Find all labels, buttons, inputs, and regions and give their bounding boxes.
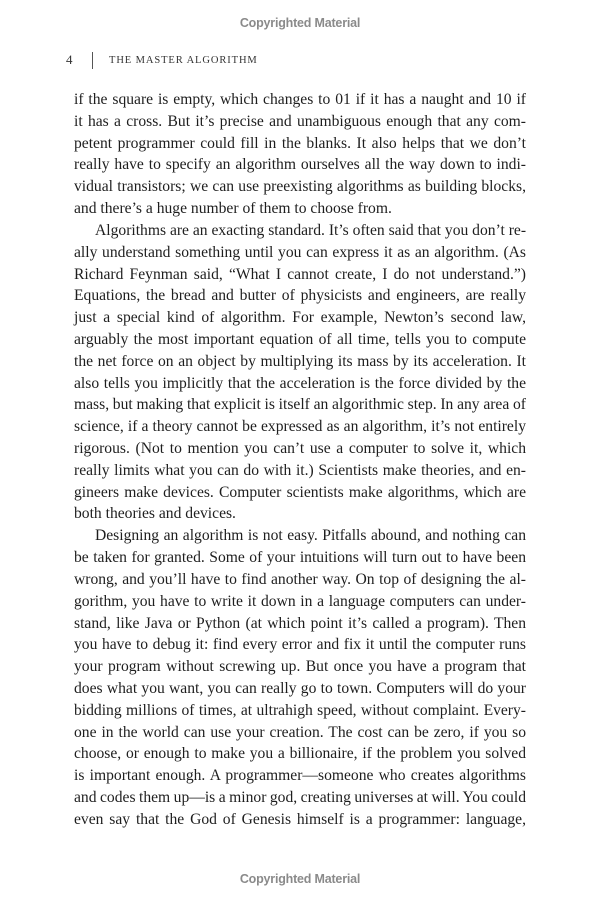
text-line: Richard Feynman said, “What I cannot create, I do not understand.”) — [74, 265, 526, 283]
book-title: THE MASTER ALGORITHM — [109, 54, 258, 66]
text-line: ally understand something until you can express it as an algorithm. (As — [74, 243, 526, 261]
text-line: is important enough. A programmer—someone who creates algorithms — [74, 767, 526, 785]
text-line: rigorous. (Not to mention you can’t use a computer to solve it, which — [74, 440, 526, 457]
text-line: one in the world can use your creation. The cost can be zero, if you so — [74, 723, 526, 741]
copyright-watermark-top: Copyrighted Material — [239, 16, 361, 30]
body-text — [74, 89, 526, 831]
paragraph — [74, 220, 526, 525]
text-line: be taken for granted. Some of your intuitions will turn out to have been — [74, 549, 526, 567]
text-line: also tells you implicitly that the acceleration is the force divided by the — [74, 374, 526, 392]
text-line: gineers make devices. Computer scientists make algorithms, which are — [74, 483, 526, 501]
paragraph — [74, 525, 526, 830]
text-line: science, if a theory cannot be expressed as an algorithm, it’s not entirely — [74, 418, 526, 436]
text-line: and codes them up—is a minor god, creating universes at will. You could — [74, 789, 526, 806]
text-line: gorithm, you have to write it down in a language computers can under- — [74, 592, 526, 610]
text-line: it has a cross. But it’s precise and unambiguous enough that any com- — [74, 112, 526, 130]
text-line: your program without screwing up. But once you have a program that — [74, 658, 526, 676]
text-line: wrong, and you’ll have to find another way. On top of designing the al- — [74, 570, 526, 588]
text-line: Algorithms are an exacting standard. It’s often said that you don’t re- — [95, 221, 527, 239]
header-divider — [92, 52, 93, 69]
text-line: you have to debug it: find every error and fix it until the computer runs — [74, 636, 526, 654]
text-line: arguably the most important equation of all time, tells you to compute — [74, 330, 526, 348]
running-head — [66, 51, 258, 69]
text-line: mass, but making that explicit is itself an algorithmic step. In any area of — [74, 396, 526, 414]
text-line: and there’s a huge number of them to choose from. — [74, 200, 392, 218]
text-line: the net force on an object by multiplying its mass by its acceleration. It — [74, 352, 526, 370]
text-line: just a special kind of algorithm. For example, Newton’s second law, — [74, 309, 526, 327]
text-line: petent programmer could fill in the blanks. It also helps that we don’t — [74, 134, 526, 152]
text-line: does what you want, you can really go to town. Computers will do your — [74, 679, 526, 697]
text-line: if the square is empty, which changes to 01 if it has a naught and 10 if — [74, 91, 526, 108]
text-line: even say that the God of Genesis himself is a programmer: language, — [74, 810, 526, 828]
text-line: bidding millions of times, at ultrahigh speed, without complaint. Every- — [74, 701, 526, 719]
text-line: choose, or enough to make you a billionaire, if the problem you solved — [74, 745, 526, 763]
text-line: really limits what you can do with it.) Scientists make theories, and en- — [74, 461, 526, 479]
text-line: vidual transistors; we can use preexisting algorithms as building blocks, — [74, 178, 526, 196]
text-line: both theories and devices. — [74, 505, 236, 523]
text-line: Equations, the bread and butter of physicists and engineers, are really — [74, 287, 526, 305]
text-line: stand, like Java or Python (at which point it’s called a program). Then — [74, 614, 526, 632]
text-line: really have to specify an algorithm ourselves all the way down to indi- — [74, 156, 526, 174]
paragraph — [74, 89, 526, 220]
text-line: Designing an algorithm is not easy. Pitfalls abound, and nothing can — [95, 527, 526, 545]
page-number: 4 — [66, 52, 73, 67]
copyright-watermark-bottom: Copyrighted Material — [239, 872, 361, 886]
